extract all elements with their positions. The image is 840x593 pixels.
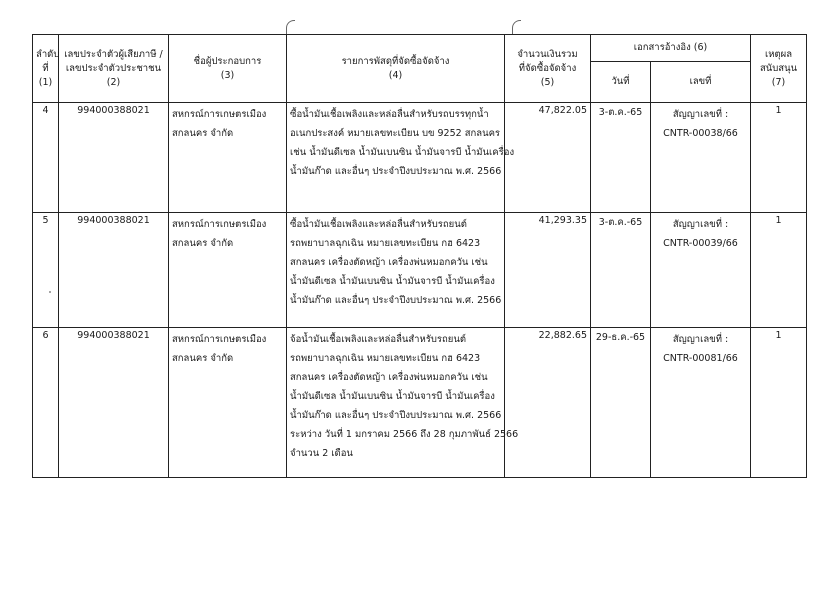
row-tax-id: 994000388021 [59,103,169,213]
header-row [33,35,807,62]
row-contract: สัญญาเลขที่ : CNTR-00038/66 [651,103,751,213]
row-reason: 1 [751,213,807,328]
row-vendor: สหกรณ์การเกษตรเมือง สกลนคร จำกัด [169,328,287,478]
row-vendor: สหกรณ์การเกษตรเมือง สกลนคร จำกัด [169,213,287,328]
table-row [33,328,807,478]
row-vendor: สหกรณ์การเกษตรเมือง สกลนคร จำกัด [169,103,287,213]
row-amount: 22,882.65 [505,328,591,478]
row-no: 6 [33,328,59,478]
header-amount: จำนวนเงินรวม ที่จัดซื้อจัดจ้าง (5) [505,35,591,103]
header-reason: เหตุผล สนับสนุน (7) [751,35,807,103]
row-no: 4 [33,103,59,213]
row-contract: สัญญาเลขที่ : CNTR-00081/66 [651,328,751,478]
header-description: รายการพัสดุที่จัดซื้อจัดจ้าง (4) [287,35,505,103]
row-description: ซื้อน้ำมันเชื้อเพลิงและหล่อลื่นสำหรับรถยนต์ รถพยาบาลฉุกเฉิน หมายเลขทะเบียน กฮ 6423 สกลนคร เครื่องตัดหญ้า เครื่องพ่นหมอกควัน เช่น น้ำมันดีเซล น้ำมันเบนซิน น้ำมันจารบี น้ำมันเครื่อง น้ำมันก๊าด และอื่นๆ ประจำปีงบประมาณ พ.ศ. 2566 [287,213,505,328]
row-date: 3-ต.ค.-65 [591,103,651,213]
table-row [33,103,807,213]
row-tax-id: 994000388021 [59,213,169,328]
row-no: 5 [33,213,59,328]
row-reason: 1 [751,328,807,478]
header-date: วันที่ [591,62,651,103]
row-date: 29-ธ.ค.-65 [591,328,651,478]
row-description: ซื้อน้ำมันเชื้อเพลิงและหล่อลื่นสำหรับรถบรรทุกน้ำ อเนกประสงค์ หมายเลขทะเบียน บข 9252 สกลนคร เช่น น้ำมันดีเซล น้ำมันเบนซิน น้ำมันจารบี น้ำมันเครื่อง น้ำมันก๊าด และอื่นๆ ประจำปีงบประมาณ พ.ศ. 2566 [287,103,505,213]
header-tax-id: เลขประจำตัวผู้เสียภาษี / เลขประจำตัวประชาชน (2) [59,35,169,103]
header-reference-group: เอกสารอ้างอิง (6) [591,35,751,62]
scan-mark [512,20,521,35]
row-amount: 47,822.05 [505,103,591,213]
table-row [33,213,807,328]
header-contract-number: เลขที่ [651,62,751,103]
procurement-table [32,34,807,478]
row-reason: 1 [751,103,807,213]
row-amount: 41,293.35 [505,213,591,328]
row-date: 3-ต.ค.-65 [591,213,651,328]
row-description: จ้อน้ำมันเชื้อเพลิงและหล่อลื่นสำหรับรถยนต์ รถพยาบาลฉุกเฉิน หมายเลขทะเบียน กฮ 6423 สกลนคร เครื่องตัดหญ้า เครื่องพ่นหมอกควัน เช่น น้ำมันดีเซล น้ำมันเบนซิน น้ำมันจารบี น้ำมันเครื่อง น้ำมันก๊าด และอื่นๆ ประจำปีงบประมาณ พ.ศ. 2566 ระหว่าง วันที่ 1 มกราคม 2566 ถึง 28 กุมภาพันธ์ 2566 จำนวน 2 เดือน [287,328,505,478]
row-contract: สัญญาเลขที่ : CNTR-00039/66 [651,213,751,328]
header-vendor: ชื่อผู้ประกอบการ (3) [169,35,287,103]
scan-mark [286,20,295,35]
header-no: ลำดับ ที่ (1) [33,35,59,103]
row-tax-id: 994000388021 [59,328,169,478]
scan-speck [49,291,51,293]
